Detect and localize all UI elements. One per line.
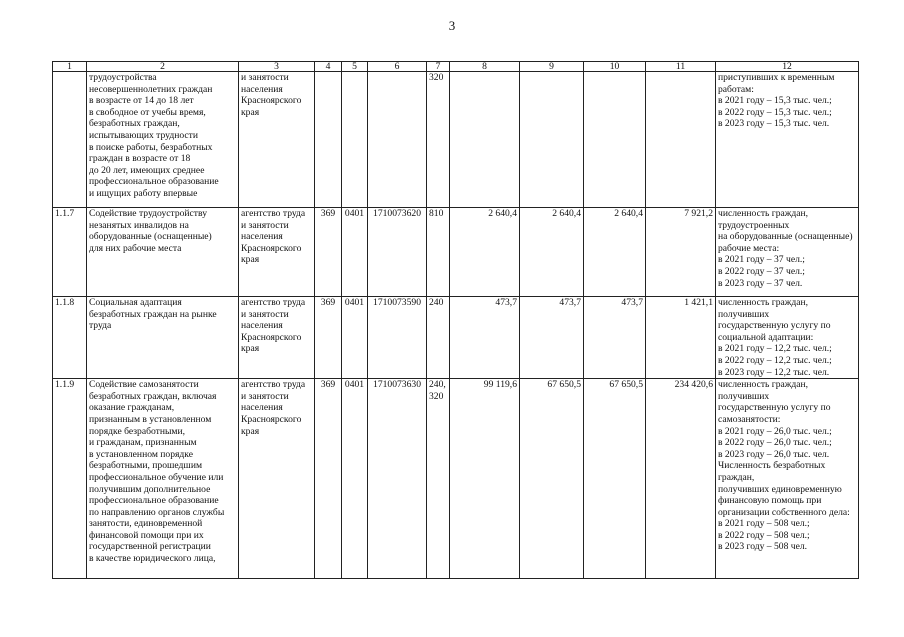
grbs-code: 369	[315, 297, 342, 379]
measure-name: трудоустройства несовершеннолетних граждан в возрасте от 14 до 18 лет в свободное от учебы время, безработных граждан, испытывающих трудности в поиске работы, безработных граждан в возрасте от 18 до 20 лет, имеющих среднее профессиональное образование и ищущих работу впервые	[87, 72, 239, 208]
table-row	[53, 379, 859, 579]
column-header: 8	[450, 62, 520, 72]
column-header: 7	[427, 62, 450, 72]
amount-2023: 473,7	[584, 297, 646, 379]
section-code: 0401	[342, 208, 368, 297]
amount-2023	[584, 72, 646, 208]
amount-2021: 99 119,6	[450, 379, 520, 579]
measure-name: Социальная адаптация безработных граждан на рынке труда	[87, 297, 239, 379]
amount-total: 1 421,1	[646, 297, 716, 379]
column-header: 2	[87, 62, 239, 72]
responsible-agency: агентство труда и занятости населения Красноярского края	[239, 379, 315, 579]
grbs-code: 369	[315, 379, 342, 579]
target-article-code: 1710073590	[368, 297, 427, 379]
page-number: 3	[448, 18, 456, 33]
column-header: 9	[520, 62, 584, 72]
expense-type-code: 240	[427, 297, 450, 379]
target-article-code: 1710073630	[368, 379, 427, 579]
target-article-code	[368, 72, 427, 208]
responsible-agency: агентство труда и занятости населения Красноярского края	[239, 208, 315, 297]
responsible-agency: агентство труда и занятости населения Красноярского края	[239, 297, 315, 379]
amount-total: 234 420,6	[646, 379, 716, 579]
amount-2023: 2 640,4	[584, 208, 646, 297]
expense-type-code: 240, 320	[427, 379, 450, 579]
measure-name: Содействие самозанятости безработных граждан, включая оказание гражданам, признанным в установленном порядке безработными, и гражданам, признанным в установленном порядке безработными, прошедшим профессиональное обучение или получившим дополнительное профессиональное образование по направлению органов службы занятости, единовременной финансовой помощи при их государственной регистрации в качестве юридического лица,	[87, 379, 239, 579]
column-header: 1	[53, 62, 87, 72]
row-number: 1.1.8	[53, 297, 87, 379]
column-header: 12	[716, 62, 859, 72]
column-header: 3	[239, 62, 315, 72]
amount-2021	[450, 72, 520, 208]
responsible-agency: и занятости населения Красноярского края	[239, 72, 315, 208]
amount-2022: 2 640,4	[520, 208, 584, 297]
amount-2021: 473,7	[450, 297, 520, 379]
grbs-code	[315, 72, 342, 208]
expense-type-code: 810	[427, 208, 450, 297]
row-number: 1.1.9	[53, 379, 87, 579]
amount-total: 7 921,2	[646, 208, 716, 297]
amount-2021: 2 640,4	[450, 208, 520, 297]
amount-2022: 473,7	[520, 297, 584, 379]
column-header: 11	[646, 62, 716, 72]
table-row	[53, 297, 859, 379]
expected-result: приступивших к временным работам: в 2021 году – 15,3 тыс. чел.; в 2022 году – 15,3 тыс. чел.; в 2023 году – 15,3 тыс. чел.	[716, 72, 859, 208]
expected-result: численность граждан, трудоустроенных на оборудованные (оснащенные) рабочие места: в 2021 году – 37 чел.; в 2022 году – 37 чел.; в 2023 году – 37 чел.	[716, 208, 859, 297]
column-number-header	[53, 62, 859, 72]
column-header: 5	[342, 62, 368, 72]
row-number: 1.1.7	[53, 208, 87, 297]
expected-result: численность граждан, получивших государственную услугу по самозанятости: в 2021 году – 26,0 тыс. чел.; в 2022 году – 26,0 тыс. чел.; в 2023 году – 26,0 тыс. чел. Численность безработных граждан, получивших единовременную финансовую помощь при организации собственного дела: в 2021 году – 508 чел.; в 2022 году – 508 чел.; в 2023 году – 508 чел.	[716, 379, 859, 579]
column-header: 6	[368, 62, 427, 72]
row-number	[53, 72, 87, 208]
expense-type-code: 320	[427, 72, 450, 208]
amount-2023: 67 650,5	[584, 379, 646, 579]
target-article-code: 1710073620	[368, 208, 427, 297]
grbs-code: 369	[315, 208, 342, 297]
budget-table	[52, 61, 859, 579]
amount-2022	[520, 72, 584, 208]
measure-name: Содействие трудоустройству незанятых инвалидов на оборудованные (оснащенные) для них рабочие места	[87, 208, 239, 297]
table-row	[53, 72, 859, 208]
column-header: 10	[584, 62, 646, 72]
table-row	[53, 208, 859, 297]
amount-2022: 67 650,5	[520, 379, 584, 579]
section-code: 0401	[342, 379, 368, 579]
section-code	[342, 72, 368, 208]
expected-result: численность граждан, получивших государственную услугу по социальной адаптации: в 2021 году – 12,2 тыс. чел.; в 2022 году – 12,2 тыс. чел.; в 2023 году – 12,2 тыс. чел.	[716, 297, 859, 379]
column-header: 4	[315, 62, 342, 72]
section-code: 0401	[342, 297, 368, 379]
amount-total	[646, 72, 716, 208]
